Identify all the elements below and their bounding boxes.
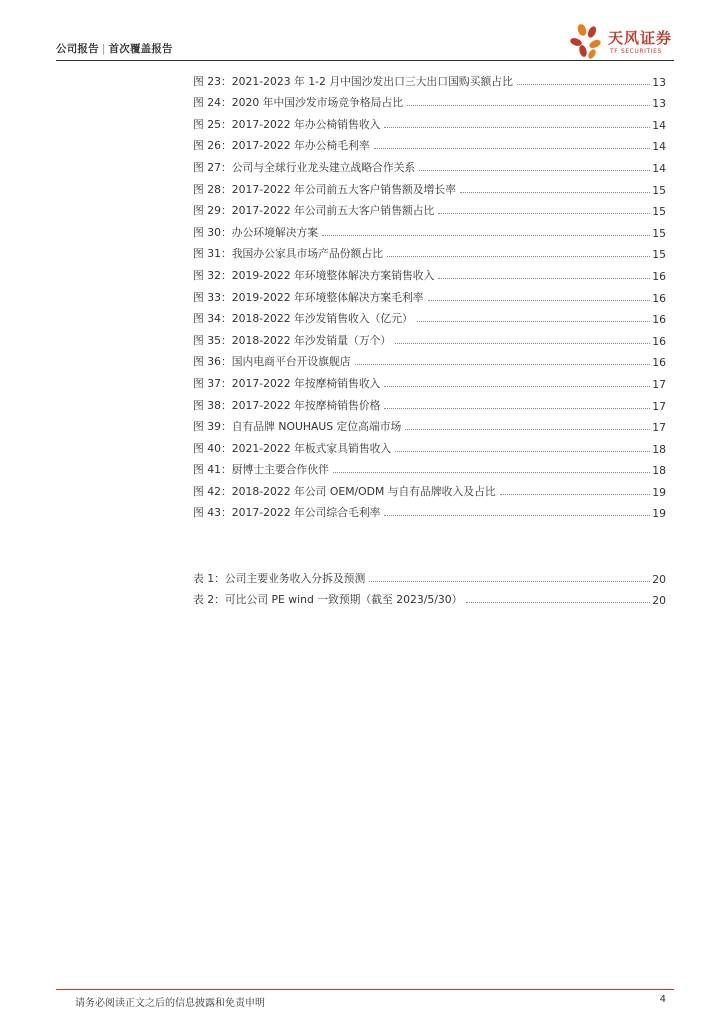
toc-figure-entry[interactable] [193,240,666,262]
toc-figure-entry[interactable] [193,305,666,327]
dot-leader [438,212,650,214]
brand-logo [568,22,676,62]
toc-entry-title: 图 41：厨博士主要合作伙伴 [193,463,329,477]
dot-leader [374,147,651,149]
toc-figure-entry[interactable] [193,110,666,132]
toc-entry-page: 18 [652,464,666,478]
toc-entry-page: 16 [652,313,666,327]
toc-entry-page: 14 [652,161,666,175]
toc-entry-page: 17 [652,399,666,413]
toc-entry-title: 图 27：公司与全球行业龙头建立战略合作关系 [193,160,416,174]
dot-leader [384,514,650,516]
dot-leader [384,407,650,409]
dot-leader [460,191,650,193]
toc-figure-entry[interactable] [193,89,666,111]
toc-figure-entry[interactable] [193,369,666,391]
toc-entry-title: 图 40：2021-2022 年板式家具销售收入 [193,441,392,455]
toc-figure-entry[interactable] [193,67,666,89]
toc-entry-page: 15 [652,248,666,262]
toc-entry-title: 图 38：2017-2022 年按摩椅销售价格 [193,398,381,412]
toc-table-entry[interactable] [193,564,666,586]
toc-entry-title: 图 29：2017-2022 年公司前五大客户销售额占比 [193,204,435,218]
dot-leader [322,234,650,236]
toc-entry-page: 17 [652,377,666,391]
dot-leader [387,255,650,257]
toc-figure-entry[interactable] [193,413,666,435]
toc-entry-page: 17 [652,421,666,435]
dot-leader [384,126,650,128]
toc-entry-title: 图 33：2019-2022 年环境整体解决方案毛利率 [193,290,424,304]
toc-entry-page: 19 [652,485,666,499]
toc-figure-entry[interactable] [193,456,666,478]
toc-table-entry[interactable] [193,586,666,608]
dot-leader [500,493,651,495]
logo-chinese-name: 天风证券 [608,29,673,47]
toc-entry-title: 表 2：可比公司 PE wind 一致预期（截至 2023/5/30） [193,593,463,607]
dot-leader [407,104,650,106]
toc-entry-page: 15 [652,226,666,240]
toc-entry-page: 16 [652,291,666,305]
toc-entry-page: 15 [652,205,666,219]
toc-figure-entry[interactable] [193,348,666,370]
toc-entry-title: 图 42：2018-2022 年公司 OEM/ODM 与自有品牌收入及占比 [193,484,496,498]
toc-figure-entry[interactable] [193,175,666,197]
dot-leader [333,471,650,473]
toc-entry-title: 图 25：2017-2022 年办公椅销售收入 [193,117,381,131]
toc-entry-page: 20 [652,572,666,586]
toc-figure-entry[interactable] [193,499,666,521]
toc-figure-entry[interactable] [193,153,666,175]
footer-disclaimer: 请务必阅读正文之后的信息披露和免责申明 [75,998,265,1009]
header-separator: | [101,43,106,55]
figure-list [193,67,666,520]
toc-entry-title: 图 30：办公环境解决方案 [193,225,319,239]
toc-figure-entry[interactable] [193,391,666,413]
toc-entry-title: 表 1：公司主要业务收入分拆及预测 [193,571,366,585]
toc-entry-title: 图 31：我国办公家具市场产品份额占比 [193,247,383,261]
report-category: 公司报告 [56,43,99,55]
toc-figure-entry[interactable] [193,132,666,154]
dot-leader [517,83,650,85]
dot-leader [438,277,650,279]
dot-leader [466,601,650,603]
logo-english-name: TF SECURITIES [610,48,662,55]
toc-entry-title: 图 26：2017-2022 年办公椅毛利率 [193,139,370,153]
toc-entry-page: 16 [652,269,666,283]
toc-entry-title: 图 43：2017-2022 年公司综合毛利率 [193,506,381,520]
dot-leader [419,169,650,171]
dot-leader [384,385,650,387]
toc-figure-entry[interactable] [193,218,666,240]
toc-figure-entry[interactable] [193,197,666,219]
toc-entry-title: 图 24：2020 年中国沙发市场竞争格局占比 [193,96,404,110]
dot-leader [355,363,651,365]
tf-securities-logo-icon [568,22,608,62]
toc-entry-page: 16 [652,334,666,348]
dot-leader [417,320,650,322]
dot-leader [395,342,650,344]
toc-entry-title: 图 36：国内电商平台开设旗舰店 [193,355,351,369]
toc-figure-entry[interactable] [193,326,666,348]
footer-divider [56,989,674,990]
toc-entry-page: 15 [652,183,666,197]
report-subcategory: 首次覆盖报告 [108,43,173,55]
report-type-label [56,41,173,56]
toc-entry-page: 13 [652,75,666,89]
dot-leader [405,428,650,430]
table-list [193,564,666,607]
toc-figure-entry[interactable] [193,283,666,305]
toc-entry-title: 图 32：2019-2022 年环境整体解决方案销售收入 [193,268,435,282]
toc-entry-page: 20 [652,594,666,608]
toc-entry-page: 16 [652,356,666,370]
toc-entry-page: 19 [652,507,666,521]
toc-figure-entry[interactable] [193,261,666,283]
toc-entry-title: 图 39：自有品牌 NOUHAUS 定位高端市场 [193,420,402,434]
dot-leader [428,299,651,301]
toc-entry-title: 图 37：2017-2022 年按摩椅销售收入 [193,376,381,390]
toc-figure-entry[interactable] [193,434,666,456]
page-number: 4 [659,994,666,1005]
toc-entry-title: 图 28：2017-2022 年公司前五大客户销售额及增长率 [193,182,456,196]
toc-entry-page: 18 [652,442,666,456]
toc-entry-title: 图 35：2018-2022 年沙发销量（万个） [193,333,392,347]
dot-leader [369,580,650,582]
toc-entry-page: 14 [652,140,666,154]
dot-leader [395,450,650,452]
toc-entry-page: 14 [652,118,666,132]
header-divider [56,60,674,61]
toc-entry-title: 图 34：2018-2022 年沙发销售收入（亿元） [193,312,413,326]
toc-figure-entry[interactable] [193,477,666,499]
toc-entry-title: 图 23：2021-2023 年 1-2 月中国沙发出口三大出口国购买额占比 [193,74,513,88]
toc-entry-page: 13 [652,97,666,111]
